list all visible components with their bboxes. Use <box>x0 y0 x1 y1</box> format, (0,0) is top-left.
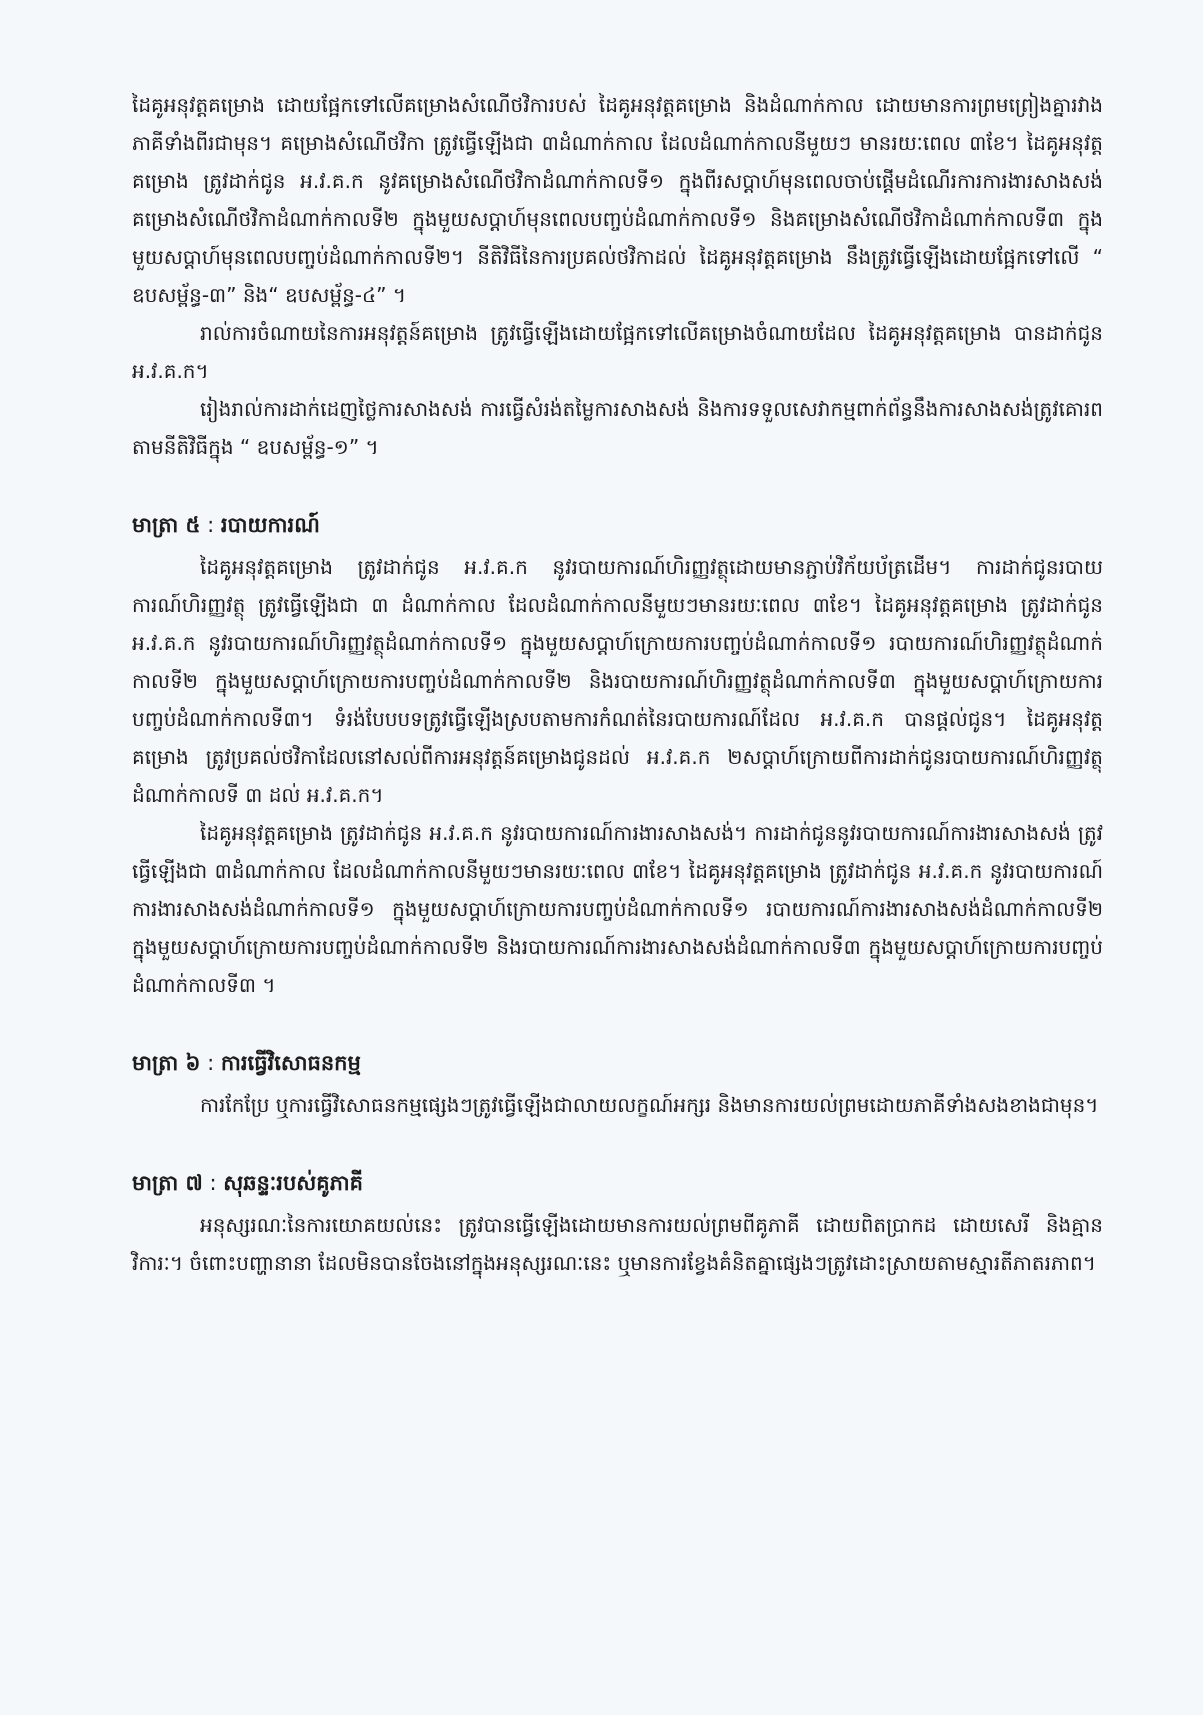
article-5-title: របាយការណ៍ <box>220 513 320 537</box>
article-6-paragraph-1: ការកែប្រែ ឬការធ្វើវិសោធនកម្មផ្សេងៗត្រូវធ្វើឡើងជាលាយលក្ខណ៍អក្សរ និងមានការយល់ព្រមដោយភាគីទាំងសងខាងជាមុន។ <box>200 1093 1099 1117</box>
article-5-paragraph-2: ដៃគូអនុវត្តគម្រោង ត្រូវដាក់ជូន អ.វ.គ.ក នូវរបាយការណ៍ការងារសាងសង់។ ការដាក់ជូននូវរបាយការណ៍ការងារសាងសង់ ត្រូវធ្វើឡើងជា ៣ដំណាក់កាល ដែលដំណាក់កាលនីមួយៗមានរយៈពេល ៣ខែ។ ដៃគូអនុវត្តគម្រោង ត្រូវដាក់ជូន អ.វ.គ.ក នូវរបាយការណ៍ការងារសាងសង់ដំណាក់កាលទី១ ក្នុងមួយសប្តាហ៍ក្រោយការបញ្ចប់ដំណាក់កាលទី១ របាយការណ៍ការងារសាងសង់ដំណាក់កាលទី២ ក្នុងមួយសប្តាហ៍ក្រោយការបញ្ចប់ដំណាក់កាលទី២ និងរបាយការណ៍ការងារសាងសង់ដំណាក់កាលទី៣ ក្នុងមួយសប្តាហ៍ក្រោយការបញ្ចប់ដំណាក់កាលទី៣ ។ <box>132 821 1103 997</box>
article-7-label: មាត្រា ៧ <box>132 1171 203 1195</box>
intro-paragraph-2: រាល់ការចំណាយនៃការអនុវត្តន៍គម្រោង ត្រូវធ្វើឡើងដោយផ្អែកទៅលើគម្រោងចំណាយដែល ដៃគូអនុវត្តគម្រោង បានដាក់ជូន អ.វ.គ.ក។ <box>132 321 1103 383</box>
article-6-separator: : <box>200 1051 221 1075</box>
article-6-heading <box>132 1044 1103 1082</box>
article-5-heading <box>132 506 1103 544</box>
article-6-title: ការធ្វើវិសោធនកម្ម <box>220 1051 361 1075</box>
article-7-title: សុឆន្ទៈរបស់គូភាគី <box>223 1171 363 1195</box>
article-5-label: មាត្រា ៥ <box>132 513 201 537</box>
article-7-paragraph-1: អនុស្សរណៈនៃការយោគយល់នេះ ត្រូវបានធ្វើឡើងដោយមានការយល់ព្រមពីគូភាគី ដោយពិតប្រាកដ ដោយសេរី និងគ្មានវិការៈ។ ចំពោះបញ្ហានានា ដែលមិនបានចែងនៅក្នុងអនុស្សរណៈនេះ ឬមានការខ្វែងគំនិតគ្នាផ្សេងៗត្រូវដោះស្រាយតាមស្មារតីភាតរភាព។ <box>132 1213 1103 1275</box>
article-5-separator: : <box>200 513 221 537</box>
article-5-paragraph-1: ដៃគូអនុវត្តគម្រោង ត្រូវដាក់ជូន អ.វ.គ.ក នូវរបាយការណ៍ហិរញ្ញវត្ថុដោយមានភ្ជាប់វិក័យប័ត្រដើម។ ការដាក់ជូនរបាយការណ៍ហិរញ្ញវត្ថុ ត្រូវធ្វើឡើងជា ៣ ដំណាក់កាល ដែលដំណាក់កាលនីមួយៗមានរយៈពេល ៣ខែ។ ដៃគូអនុវត្តគម្រោង ត្រូវដាក់ជូន អ.វ.គ.ក នូវរបាយការណ៍ហិរញ្ញវត្ថុដំណាក់កាលទី១ ក្នុងមួយសប្តាហ៍ក្រោយការបញ្ចប់ដំណាក់កាលទី១ របាយការណ៍ហិរញ្ញវត្ថុដំណាក់កាលទី២ ក្នុងមួយសប្តាហ៍ក្រោយការបញ្ចប់ដំណាក់កាលទី២ និងរបាយការណ៍ហិរញ្ញវត្ថុដំណាក់កាលទី៣ ក្នុងមួយសប្តាហ៍ក្រោយការបញ្ចប់ដំណាក់កាលទី៣។ ទំរង់បែបបទត្រូវធ្វើឡើងស្របតាមការកំណត់នៃរបាយការណ៍ដែល អ.វ.គ.ក បានផ្តល់ជូន។ ដៃគូអនុវត្តគម្រោង ត្រូវប្រគល់ថវិកាដែលនៅសល់ពីការអនុវត្តន៍គម្រោងជូនដល់ អ.វ.គ.ក ២សប្តាហ៍ក្រោយពីការដាក់ជូនរបាយការណ៍ហិរញ្ញវត្ថុដំណាក់កាលទី ៣ ដល់ អ.វ.គ.ក។ <box>132 555 1103 807</box>
article-6-label: មាត្រា ៦ <box>132 1051 201 1075</box>
intro-paragraph-1: ដៃគូអនុវត្តគម្រោង ដោយផ្អែកទៅលើគម្រោងសំណើថវិការបស់ ដៃគូអនុវត្តគម្រោង និងដំណាក់កាល ដោយមានការព្រមព្រៀងគ្នារវាងភាគីទាំងពីរជាមុន។ គម្រោងសំណើថវិកា ត្រូវធ្វើឡើងជា ៣ដំណាក់កាល ដែលដំណាក់កាលនីមួយៗ មានរយៈពេល ៣ខែ។ ដៃគូអនុវត្តគម្រោង ត្រូវដាក់ជូន អ.វ.គ.ក នូវគម្រោងសំណើថវិកាដំណាក់កាលទី១ ក្នុងពីរសប្តាហ៍មុនពេលចាប់ផ្តើមដំណើរការការងារសាងសង់ គម្រោងសំណើថវិកាដំណាក់កាលទី២ ក្នុងមួយសប្តាហ៍មុនពេលបញ្ចប់ដំណាក់កាលទី១ និងគម្រោងសំណើថវិកាដំណាក់កាលទី៣ ក្នុងមួយសប្តាហ៍មុនពេលបញ្ចប់ដំណាក់កាលទី២។ នីតិវិធីនៃការប្រគល់ថវិកាដល់ ដៃគូអនុវត្តគម្រោង នឹងត្រូវធ្វើឡើងដោយផ្អែកទៅលើ “ ឧបសម្ព័ន្ធ-៣” និង“ ឧបសម្ព័ន្ធ-៤” ។ <box>132 93 1103 307</box>
article-7-separator: : <box>202 1171 224 1195</box>
article-7-heading <box>132 1164 1103 1202</box>
intro-paragraph-3: រៀងរាល់ការដាក់ដេញថ្លៃការសាងសង់ ការធ្វើសំរង់តម្លៃការសាងសង់ និងការទទួលសេវាកម្មពាក់ព័ន្ធនឹងការសាងសង់ត្រូវគោរពតាមនីតិវិធីក្នុង “ ឧបសម្ព័ន្ធ-១” ។ <box>132 397 1103 459</box>
